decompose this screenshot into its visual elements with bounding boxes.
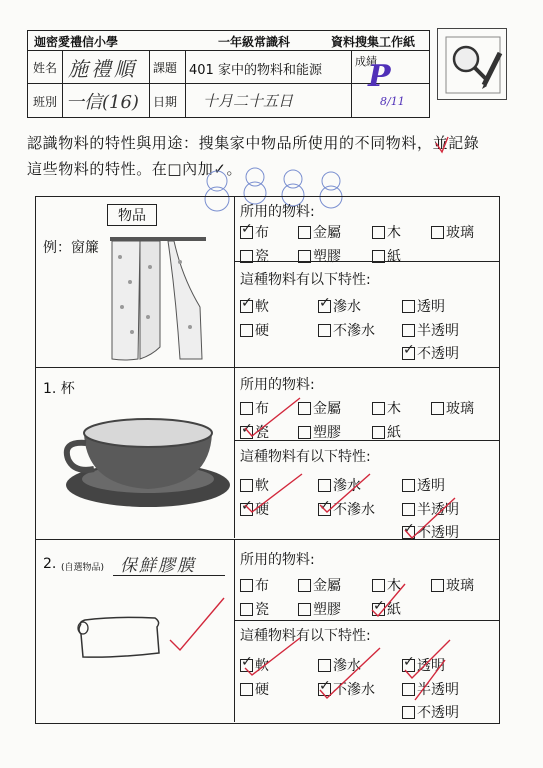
- checkbox-label: 玻璃: [446, 225, 474, 241]
- checkbox[interactable]: [372, 226, 385, 239]
- material-option[interactable]: [431, 398, 474, 418]
- checkbox[interactable]: [402, 683, 415, 696]
- material-option[interactable]: [372, 222, 401, 242]
- property-option[interactable]: [240, 296, 269, 316]
- class-value: 一信(16): [66, 92, 139, 113]
- property-option[interactable]: [402, 296, 445, 316]
- header-table: [27, 30, 430, 118]
- materials-title: 所用的物料:: [240, 204, 315, 220]
- checkbox-label: 瓷: [255, 602, 269, 618]
- checkbox[interactable]: [240, 250, 253, 263]
- grade-value: P: [368, 59, 391, 94]
- checkbox[interactable]: [240, 579, 253, 592]
- material-option[interactable]: [240, 246, 269, 266]
- material-option[interactable]: [240, 398, 269, 418]
- material-option[interactable]: [372, 246, 401, 266]
- checkbox-label: 軟: [255, 658, 269, 674]
- checkbox[interactable]: [431, 402, 444, 415]
- divider: [185, 50, 186, 117]
- property-option[interactable]: [402, 499, 459, 519]
- checkbox-label: 滲水: [333, 478, 361, 494]
- checkbox[interactable]: [402, 324, 415, 337]
- cling-wrap-drawing: [75, 612, 175, 662]
- grade-date: 8/11: [380, 95, 405, 108]
- checkbox-label: 金屬: [313, 578, 341, 594]
- checkbox[interactable]: [318, 300, 331, 313]
- checkbox-label: 硬: [255, 323, 269, 339]
- checkbox[interactable]: [240, 479, 253, 492]
- material-option[interactable]: [240, 575, 269, 595]
- checkbox[interactable]: [372, 250, 385, 263]
- property-option[interactable]: [318, 475, 361, 495]
- checkbox-label: 透明: [417, 478, 445, 494]
- material-option[interactable]: [240, 599, 269, 619]
- property-option[interactable]: [318, 655, 361, 675]
- date-value: 十月二十五日: [203, 92, 294, 110]
- divider: [62, 50, 63, 117]
- property-option[interactable]: [402, 679, 459, 699]
- checkbox[interactable]: [372, 402, 385, 415]
- checkbox-label: 木: [387, 578, 401, 594]
- checkbox-label: 塑膠: [313, 249, 341, 265]
- checkbox[interactable]: [372, 426, 385, 439]
- property-option[interactable]: [240, 475, 269, 495]
- checkbox-label: 玻璃: [446, 401, 474, 417]
- divider: [234, 197, 235, 367]
- checkbox-label: 軟: [255, 299, 269, 315]
- row-label: 2.: [43, 556, 57, 572]
- divider: [28, 50, 429, 51]
- instruction-line-1: 認識物料的特性與用途：搜集家中物品所使用的不同物料，並記錄: [27, 134, 480, 152]
- material-option[interactable]: [298, 599, 341, 619]
- material-option[interactable]: [298, 575, 341, 595]
- checkbox-label: 不透明: [417, 346, 459, 362]
- instruction-line-2: 這些物料的特性。在□內加✓。: [27, 160, 243, 178]
- checkbox[interactable]: [402, 503, 415, 516]
- self-chosen-hint: (自選物品): [61, 563, 105, 573]
- checkbox-label: 紙: [387, 249, 401, 265]
- materials-title: 所用的物料:: [240, 552, 315, 568]
- handwritten-item-name: 保鮮膠膜: [120, 556, 196, 576]
- material-option[interactable]: [298, 246, 341, 266]
- checkbox-label: 硬: [255, 682, 269, 698]
- divider: [234, 440, 499, 441]
- property-option[interactable]: [402, 522, 459, 542]
- checkbox-label: 半透明: [417, 323, 459, 339]
- material-option[interactable]: [372, 575, 401, 595]
- property-option[interactable]: [240, 655, 269, 675]
- material-option[interactable]: [431, 222, 474, 242]
- checkbox-label: 滲水: [333, 299, 361, 315]
- checkbox-label: 布: [255, 225, 269, 241]
- checkbox-label: 不透明: [417, 705, 459, 721]
- checkbox[interactable]: [318, 324, 331, 337]
- checkbox[interactable]: [240, 659, 253, 672]
- divider: [234, 368, 235, 538]
- checkbox[interactable]: [431, 226, 444, 239]
- material-option[interactable]: [431, 575, 474, 595]
- checkbox[interactable]: [431, 579, 444, 592]
- checkbox[interactable]: [298, 426, 311, 439]
- checkbox[interactable]: [240, 603, 253, 616]
- material-option[interactable]: [298, 222, 341, 242]
- property-option[interactable]: [318, 679, 375, 699]
- property-option[interactable]: [402, 655, 445, 675]
- property-option[interactable]: [240, 679, 269, 699]
- checkbox[interactable]: [402, 526, 415, 539]
- checkbox-label: 不滲水: [333, 682, 375, 698]
- row-label: 例：窗簾: [43, 240, 99, 256]
- topic-label: 課題: [153, 61, 178, 75]
- material-option[interactable]: [372, 398, 401, 418]
- magnifier-pencil-logo: [437, 28, 507, 100]
- checkbox[interactable]: [402, 479, 415, 492]
- checkbox-label: 不滲水: [333, 502, 375, 518]
- curtain-illustration: [110, 237, 206, 363]
- checkbox-label: 透明: [417, 658, 445, 674]
- checkbox-label: 軟: [255, 478, 269, 494]
- checkbox[interactable]: [240, 426, 253, 439]
- property-option[interactable]: [318, 296, 361, 316]
- checkbox[interactable]: [298, 579, 311, 592]
- checkbox[interactable]: [318, 659, 331, 672]
- checkbox-label: 半透明: [417, 682, 459, 698]
- material-option[interactable]: [372, 599, 401, 619]
- date-label: 日期: [153, 95, 178, 109]
- property-option[interactable]: [402, 702, 459, 722]
- checkbox-label: 紙: [387, 425, 401, 441]
- checkbox[interactable]: [402, 300, 415, 313]
- property-option[interactable]: [318, 499, 375, 519]
- checkbox[interactable]: [240, 300, 253, 313]
- checkbox[interactable]: [372, 579, 385, 592]
- cup-photo: [62, 415, 232, 515]
- name-label: 姓名: [33, 61, 58, 75]
- property-option[interactable]: [240, 499, 269, 519]
- item-header: 物品: [107, 204, 157, 226]
- checkbox[interactable]: [298, 402, 311, 415]
- checkbox-label: 木: [387, 401, 401, 417]
- checkbox-label: 半透明: [417, 502, 459, 518]
- row-label: 1. 杯: [43, 381, 75, 397]
- checkbox-label: 塑膠: [313, 425, 341, 441]
- property-option[interactable]: [240, 320, 269, 340]
- grade-label: 成績: [355, 55, 377, 68]
- checkbox[interactable]: [318, 683, 331, 696]
- checkbox-label: 木: [387, 225, 401, 241]
- name-value: 施禮順: [68, 57, 137, 81]
- checkbox-label: 滲水: [333, 658, 361, 674]
- properties-title: 這種物料有以下特性:: [240, 449, 371, 465]
- property-option[interactable]: [318, 320, 375, 340]
- worksheet-title: 資料搜集工作紙: [331, 35, 416, 49]
- material-option[interactable]: [372, 422, 401, 442]
- material-option[interactable]: [240, 422, 269, 442]
- magnifier-icon: [438, 29, 508, 101]
- checkbox[interactable]: [402, 347, 415, 360]
- checkbox[interactable]: [318, 503, 331, 516]
- checkbox-label: 瓷: [255, 425, 269, 441]
- checkbox-label: 布: [255, 401, 269, 417]
- checkbox[interactable]: [240, 324, 253, 337]
- checkbox-label: 硬: [255, 502, 269, 518]
- divider: [234, 261, 499, 262]
- checkbox[interactable]: [240, 503, 253, 516]
- material-option[interactable]: [298, 398, 341, 418]
- divider: [149, 50, 150, 117]
- checkbox-label: 瓷: [255, 249, 269, 265]
- checkbox-label: 紙: [387, 602, 401, 618]
- property-option[interactable]: [402, 475, 445, 495]
- subject-title: 一年級常識科: [218, 35, 291, 49]
- checkbox-label: 金屬: [313, 225, 341, 241]
- topic-value: 401 家中的物料和能源: [189, 63, 322, 78]
- checkbox[interactable]: [240, 226, 253, 239]
- checkbox[interactable]: [298, 603, 311, 616]
- properties-title: 這種物料有以下特性:: [240, 272, 371, 288]
- checkbox[interactable]: [372, 603, 385, 616]
- checkbox-label: 玻璃: [446, 578, 474, 594]
- checkbox[interactable]: [402, 659, 415, 672]
- material-option[interactable]: [298, 422, 341, 442]
- divider: [234, 620, 499, 621]
- checkbox-label: 布: [255, 578, 269, 594]
- checkbox[interactable]: [318, 479, 331, 492]
- checkbox-label: 塑膠: [313, 602, 341, 618]
- checkbox[interactable]: [298, 250, 311, 263]
- checkbox[interactable]: [240, 683, 253, 696]
- properties-title: 這種物料有以下特性:: [240, 628, 371, 644]
- checkbox-label: 不滲水: [333, 323, 375, 339]
- materials-title: 所用的物料:: [240, 377, 315, 393]
- checkbox[interactable]: [298, 226, 311, 239]
- checkbox-label: 金屬: [313, 401, 341, 417]
- divider: [234, 540, 235, 722]
- divider: [351, 50, 352, 117]
- answer-underline: [113, 575, 225, 576]
- checkbox[interactable]: [402, 706, 415, 719]
- checkbox[interactable]: [240, 402, 253, 415]
- class-label: 班別: [33, 95, 58, 109]
- property-option[interactable]: [402, 343, 459, 363]
- checkbox-label: 不透明: [417, 525, 459, 541]
- property-option[interactable]: [402, 320, 459, 340]
- material-option[interactable]: [240, 222, 269, 242]
- school-name: 迦密愛禮信小學: [34, 35, 119, 49]
- checkbox-label: 透明: [417, 299, 445, 315]
